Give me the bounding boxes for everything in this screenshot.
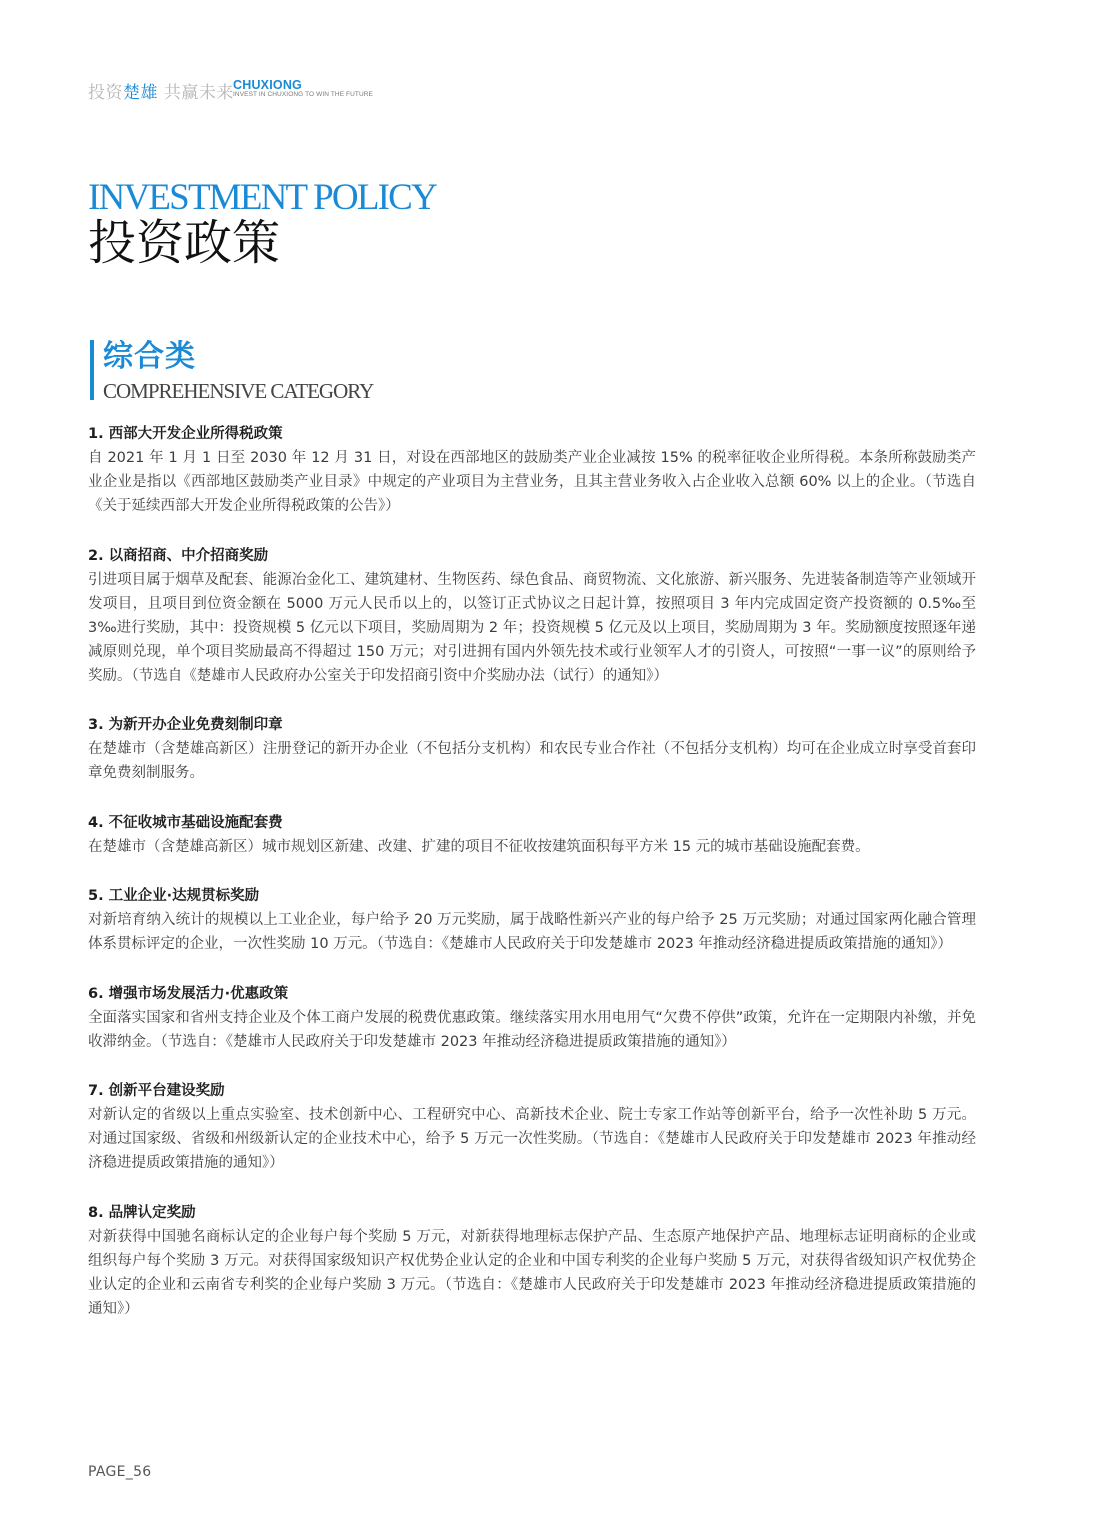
- policy-item: [88, 422, 976, 518]
- policy-body: 对新认定的省级以上重点实验室、技术创新中心、工程研究中心、高新技术企业、院士专家工作站等创新平台，给予一次性补助 5 万元。对通过国家级、省级和州级新认定的企业技术中心，给予 5 万元一次性奖励。（节选自：《楚雄市人民政府关于印发楚雄市 2023 年推动经济稳进提质政策措施的通知》）: [88, 1107, 976, 1171]
- policy-title: 8. 品牌认定奖励: [88, 1204, 196, 1221]
- policy-title: 7. 创新平台建设奖励: [88, 1083, 225, 1099]
- page-title-cn: 投资政策: [88, 215, 281, 271]
- header-slogan-suffix: 共赢未来: [158, 83, 234, 103]
- header-slogan-prefix: 投资: [88, 83, 123, 103]
- policy-item: [88, 713, 976, 785]
- policy-list: [88, 422, 976, 1346]
- policy-body: 对新培育纳入统计的规模以上工业企业，每户给予 20 万元奖励，属于战略性新兴产业的每户给予 25 万元奖励；对通过国家两化融合管理体系贯标评定的企业，一次性奖励 10 万元。（节选自：《楚雄市人民政府关于印发楚雄市 2023 年推动经济稳进提质政策措施的通知》）: [88, 912, 976, 952]
- policy-body: 在楚雄市（含楚雄高新区）注册登记的新开办企业（不包括分支机构）和农民专业合作社（不包括分支机构）均可在企业成立时享受首套印章免费刻制服务。: [88, 741, 976, 781]
- policy-title: 1. 西部大开发企业所得税政策: [88, 426, 283, 442]
- policy-body: 引进项目属于烟草及配套、能源冶金化工、建筑建材、生物医药、绿色食品、商贸物流、文化旅游、新兴服务、先进装备制造等产业领域开发项目，且项目到位资金额在 5000 万元人民币以上的，以签订正式协议之日起计算，按照项目 3 年内完成固定资产投资额的 0.5‰至 3‰进行奖励，其中：投资规模 5 亿元以下项目，奖励周期为 2 年；投资规模 5 亿元及以上项目，奖励周期为 3 年。奖励额度按照逐年递减原则兑现，单个项目奖励最高不得超过 150 万元；对引进拥有国内外领先技术或行业领军人才的引资人，可按照“一事一议”的原则给予奖励。（节选自《楚雄市人民政府办公室关于印发招商引资中介奖励办法（试行）的通知》）: [88, 571, 976, 684]
- policy-title: 3. 为新开办企业免费刻制印章: [88, 717, 283, 733]
- policy-title: 2. 以商招商、中介招商奖励: [88, 547, 269, 564]
- policy-item: [88, 884, 976, 956]
- policy-title: 6. 增强市场发展活力·优惠政策: [88, 985, 289, 1002]
- policy-item: [88, 982, 976, 1054]
- header-slogan: [88, 78, 234, 103]
- policy-title: 5. 工业企业·达规贯标奖励: [88, 888, 260, 904]
- page-number: PAGE_56: [88, 1464, 152, 1480]
- policy-body: 在楚雄市（含楚雄高新区）城市规划区新建、改建、扩建的项目不征收按建筑面积每平方米 15 元的城市基础设施配套费。: [88, 838, 870, 855]
- header-tagline: INVEST IN CHUXIONG TO WIN THE FUTURE: [233, 91, 373, 98]
- category-title-cn: 综合类: [103, 339, 196, 374]
- category-title-en: COMPREHENSIVE CATEGORY: [103, 379, 374, 403]
- policy-body: 自 2021 年 1 月 1 日至 2030 年 12 月 31 日，对设在西部地区的鼓励类产业企业减按 15% 的税率征收企业所得税。本条所称鼓励类产业企业是指以《西部地区鼓励类产业目录》中规定的产业项目为主营业务，且其主营业务收入占企业收入总额 60% 以上的企业。（节选自《关于延续西部大开发企业所得税政策的公告》）: [88, 450, 976, 514]
- policy-item: [88, 1079, 976, 1175]
- category-accent-bar: [90, 340, 94, 400]
- header-slogan-highlight: 楚雄: [123, 83, 158, 103]
- policy-body: 全面落实国家和省州支持企业及个体工商户发展的税费优惠政策。继续落实用水用电用气“欠费不停供”政策，允许在一定期限内补缴，并免收滞纳金。（节选自：《楚雄市人民政府关于印发楚雄市 2023 年推动经济稳进提质政策措施的通知》）: [88, 1009, 976, 1050]
- policy-item: [88, 1201, 976, 1321]
- policy-title: 4. 不征收城市基础设施配套费: [88, 814, 283, 831]
- page-title-en: INVESTMENT POLICY: [88, 177, 436, 218]
- header-logo-text: [233, 79, 373, 99]
- policy-body: 对新获得中国驰名商标认定的企业每户每个奖励 5 万元，对新获得地理标志保护产品、生态原产地保护产品、地理标志证明商标的企业或组织每户每个奖励 3 万元。对获得国家级知识产权优势企业认定的企业和中国专利奖的企业每户奖励 5 万元，对获得省级知识产权优势企业认定的企业和云南省专利奖的企业每户奖励 3 万元。（节选自：《楚雄市人民政府关于印发楚雄市 2023 年推动经济稳进提质政策措施的通知》）: [88, 1228, 976, 1317]
- header-brand: CHUXIONG: [233, 78, 302, 92]
- policy-item: [88, 811, 976, 859]
- policy-item: [88, 544, 976, 688]
